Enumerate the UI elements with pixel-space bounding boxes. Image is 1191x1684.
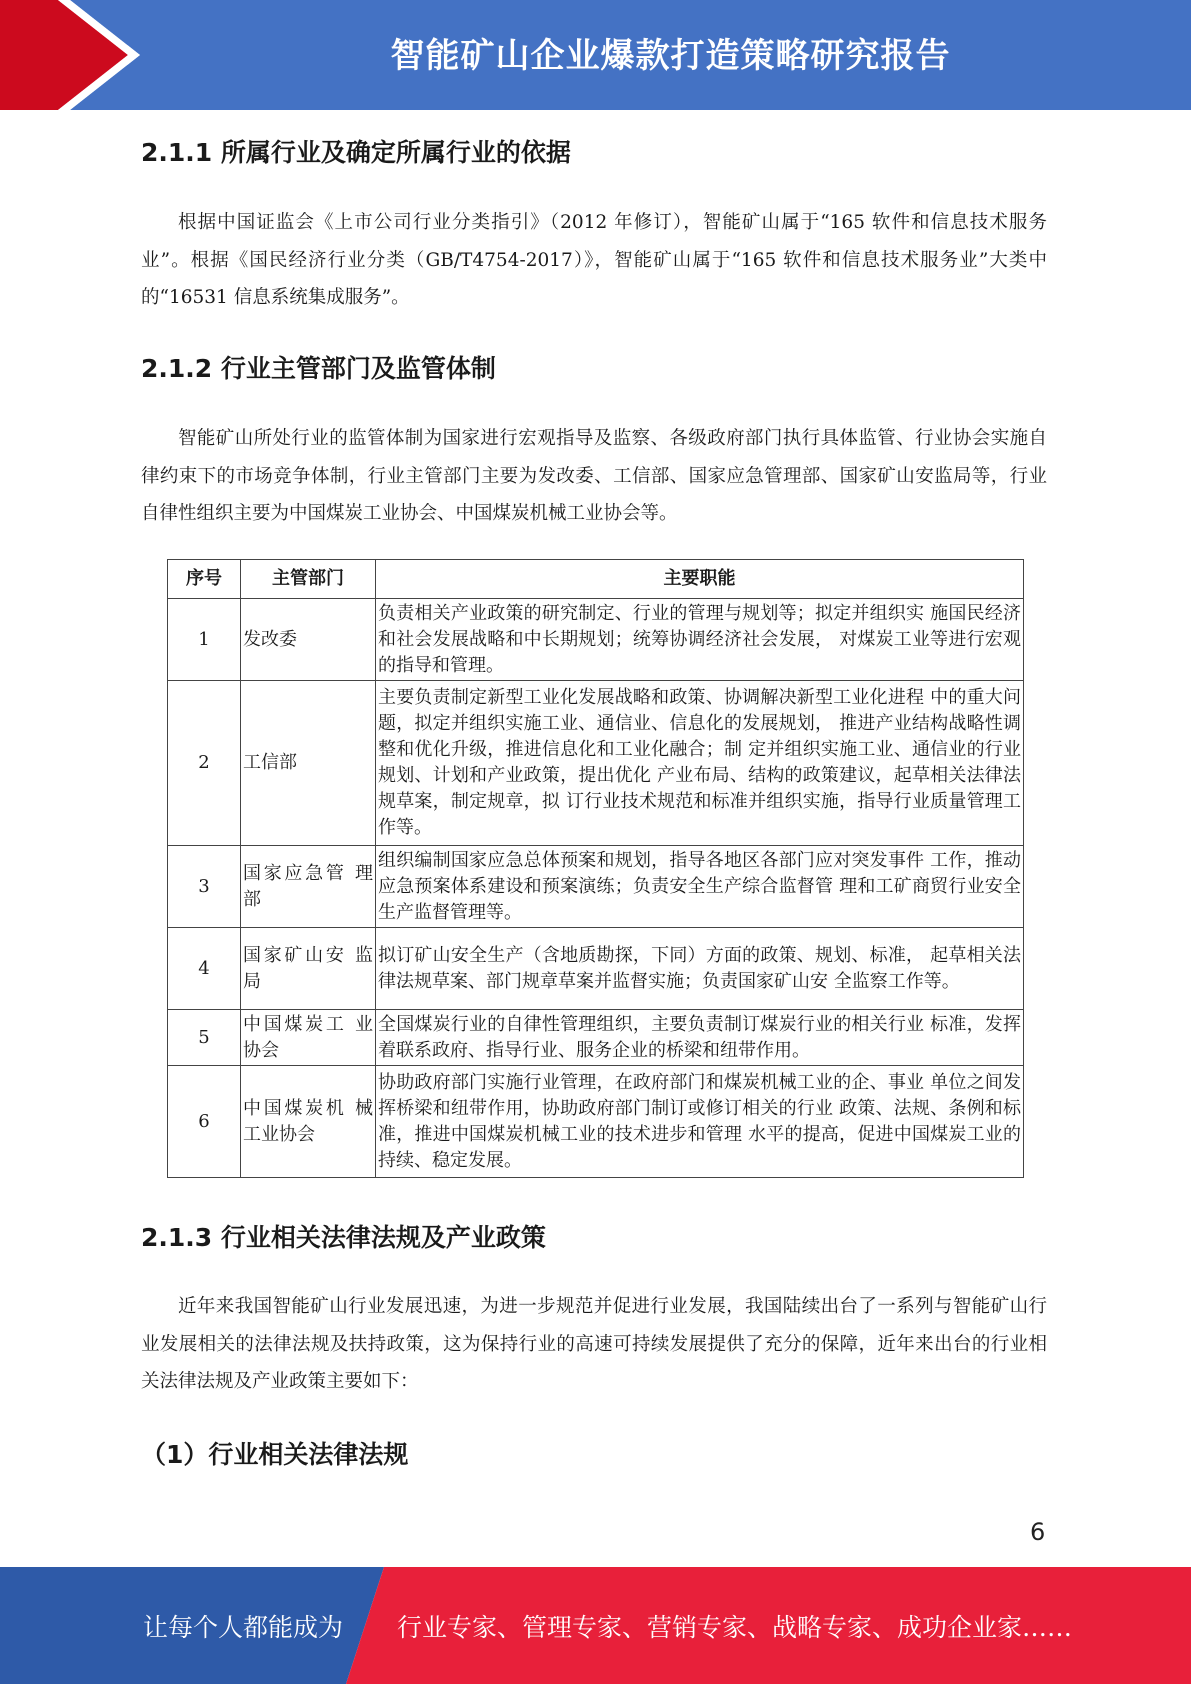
row-num: 1 (168, 599, 241, 681)
table-row (168, 681, 1024, 846)
row-num: 2 (168, 681, 241, 846)
footer-banner (0, 1567, 1191, 1684)
footer-slogan-right: 行业专家、管理专家、营销专家、战略专家、成功企业家…… (397, 1612, 1073, 1642)
table-row (168, 846, 1024, 928)
subheading-laws: （1）行业相关法律法规 (141, 1440, 409, 1469)
regulator-table (167, 559, 1024, 1178)
row-num: 4 (168, 928, 241, 1010)
row-dept: 国家矿山安 监局 (241, 928, 376, 1010)
paragraph-2-1-2: 智能矿山所处行业的监管体制为国家进行宏观指导及监察、各级政府部门执行具体监管、行业协会实施自律约束下的市场竞争体制，行业主管部门主要为发改委、工信部、国家应急管理部、国家矿山安监局等，行业自律性组织主要为中国煤炭工业协会、中国煤炭机械工业协会等。 (141, 428, 1047, 524)
row-duty: 组织编制国家应急总体预案和规划，指导各地区各部门应对突发事件 工作，推动应急预案体系建设和预案演练；负责安全生产综合监督管 理和工矿商贸行业安全生产监督管理等。 (376, 846, 1024, 928)
header-cell-duty: 主要职能 (376, 560, 1024, 599)
section-heading-2-1-3: 2.1.3 行业相关法律法规及产业政策 (141, 1223, 546, 1252)
page-number: 6 (1030, 1518, 1046, 1546)
table-header-row (168, 560, 1024, 599)
table-row (168, 1066, 1024, 1178)
section-heading-2-1-2: 2.1.2 行业主管部门及监管体制 (141, 354, 496, 383)
row-num: 3 (168, 846, 241, 928)
footer-slogan-left: 让每个人都能成为 (143, 1612, 344, 1642)
row-dept: 中国煤炭工 业协会 (241, 1010, 376, 1066)
report-title: 智能矿山企业爆款打造策略研究报告 (390, 35, 951, 76)
row-duty: 全国煤炭行业的自律性管理组织，主要负责制订煤炭行业的相关行业 标准，发挥着联系政府、指导行业、服务企业的桥梁和纽带作用。 (376, 1010, 1024, 1066)
header-cell-num: 序号 (168, 560, 241, 599)
row-dept: 国家应急管 理部 (241, 846, 376, 928)
row-dept: 中国煤炭机 械工业协会 (241, 1066, 376, 1178)
paragraph-2-1-1: 根据中国证监会《上市公司行业分类指引》（2012 年修订），智能矿山属于“165 软件和信息技术服务业”。根据《国民经济行业分类（GB/T4754-2017）》，智能矿山属于“165 软件和信息技术服务业”大类中的“16531 信息系统集成服务”。 (141, 212, 1047, 308)
row-duty: 拟订矿山安全生产（含地质勘探，下同）方面的政策、规划、标准， 起草相关法律法规草案、部门规章草案并监督实施；负责国家矿山安 全监察工作等。 (376, 928, 1024, 1010)
header-cell-dept: 主管部门 (241, 560, 376, 599)
table-row (168, 599, 1024, 681)
header-banner (0, 0, 1191, 110)
table-row (168, 928, 1024, 1010)
section-heading-2-1-1: 2.1.1 所属行业及确定所属行业的依据 (141, 138, 571, 167)
row-num: 5 (168, 1010, 241, 1066)
row-duty: 协助政府部门实施行业管理，在政府部门和煤炭机械工业的企、事业 单位之间发挥桥梁和纽带作用，协助政府部门制订或修订相关的行业 政策、法规、条例和标准，推进中国煤炭机械工业的技术进步和管理 水平的提高，促进中国煤炭工业的持续、稳定发展。 (376, 1066, 1024, 1178)
row-dept: 工信部 (241, 681, 376, 846)
row-num: 6 (168, 1066, 241, 1178)
table-row (168, 1010, 1024, 1066)
row-dept: 发改委 (241, 599, 376, 681)
paragraph-2-1-3: 近年来我国智能矿山行业发展迅速，为进一步规范并促进行业发展，我国陆续出台了一系列与智能矿山行业发展相关的法律法规及扶持政策，这为保持行业的高速可持续发展提供了充分的保障，近年来出台的行业相关法律法规及产业政策主要如下： (141, 1296, 1047, 1392)
row-duty: 负责相关产业政策的研究制定、行业的管理与规划等；拟定并组织实 施国民经济和社会发展战略和中长期规划；统筹协调经济社会发展， 对煤炭工业等进行宏观的指导和管理。 (376, 599, 1024, 681)
row-duty: 主要负责制定新型工业化发展战略和政策、协调解决新型工业化进程 中的重大问题，拟定并组织实施工业、通信业、信息化的发展规划， 推进产业结构战略性调整和优化升级，推进信息化和工业化融合；制 定并组织实施工业、通信业的行业规划、计划和产业政策，提出优化 产业布局、结构的政策建议，起草相关法律法规草案，制定规章，拟 订行业技术规范和标准并组织实施，指导行业质量管理工作等。 (376, 681, 1024, 846)
